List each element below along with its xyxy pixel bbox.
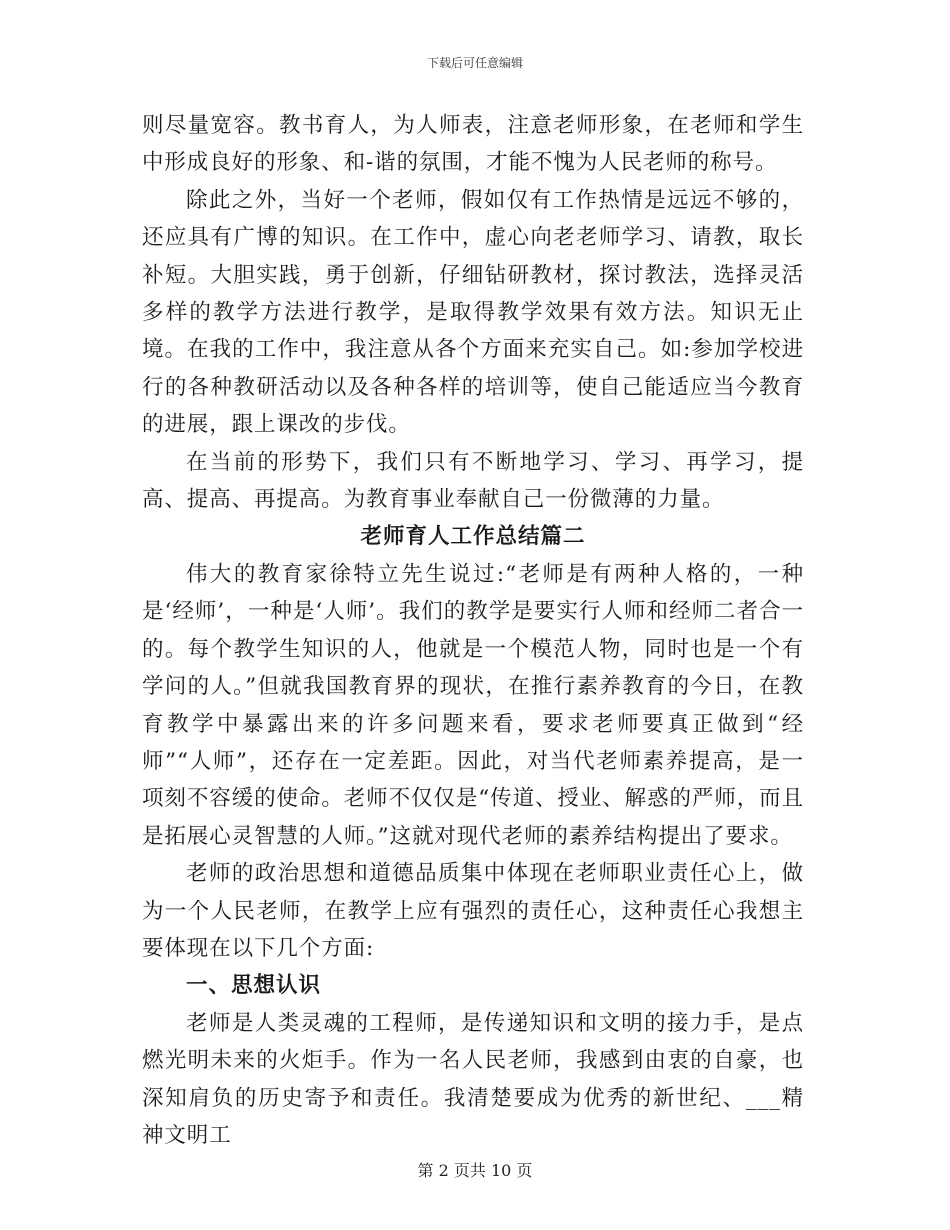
paragraph-learning: 在当前的形势下，我们只有不断地学习、学习、再学习，提高、提高、再提高。为教育事业奉献自己一份微薄的力量。 xyxy=(142,449,804,513)
paragraph-continuation: 则尽量宽容。教书育人，为人师表，注意老师形象，在老师和学生中形成良好的形象、和-谐的氛围，才能不愧为人民老师的称号。 xyxy=(142,113,804,176)
document-body xyxy=(142,107,804,1154)
page-header: 下载后可任意编辑 xyxy=(426,56,523,70)
paragraph-ideology: 老师是人类灵魂的工程师，是传递知识和文明的接力手，是点燃光明未来的火炬手。作为一名人民老师，我感到由衷的自豪，也深知肩负的历史寄予和责任。我清楚要成为优秀的新世纪、___精神文明工 xyxy=(142,1010,804,1148)
page-number: 第 2 页共 10 页 xyxy=(417,1161,533,1180)
section-title: 老师育人工作总结篇二 xyxy=(360,524,586,550)
subsection-title: 一、思想认识 xyxy=(186,973,322,999)
paragraph-responsibility: 老师的政治思想和道德品质集中体现在老师职业责任心上，做为一个人民老师，在教学上应有强烈的责任心，这种责任心我想主要体现在以下几个方面: xyxy=(142,861,804,961)
paragraph-knowledge: 除此之外，当好一个老师，假如仅有工作热情是远远不够的，还应具有广博的知识。在工作中，虚心向老老师学习、请教，取长补短。大胆实践，勇于创新，仔细钻研教材，探讨教法，选择灵活多样的教学方法进行教学，是取得教学效果有效方法。知识无止境。在我的工作中，我注意从各个方面来充实自己。如:参加学校进行的各种教研活动以及各种各样的培训等，使自己能适应当今教育的进展，跟上课改的步伐。 xyxy=(142,187,804,438)
paragraph-quote: 伟大的教育家徐特立先生说过:“老师是有两种人格的，一种是‘经师’，一种是‘人师’。我们的教学是要实行人师和经师二者合一的。每个教学生知识的人，他就是一个模范人物，同时也是一个有学问的人。”但就我国教育界的现状，在推行素养教育的今日，在教育教学中暴露出来的许多问题来看，要求老师要真正做到“经师”“人师”，还存在一定差距。因此，对当代老师素养提高，是一项刻不容缓的使命。老师不仅仅是“传道、授业、解惑的严师，而且是拓展心灵智慧的人师。”这就对现代老师的素养结构提出了要求。 xyxy=(142,561,804,849)
